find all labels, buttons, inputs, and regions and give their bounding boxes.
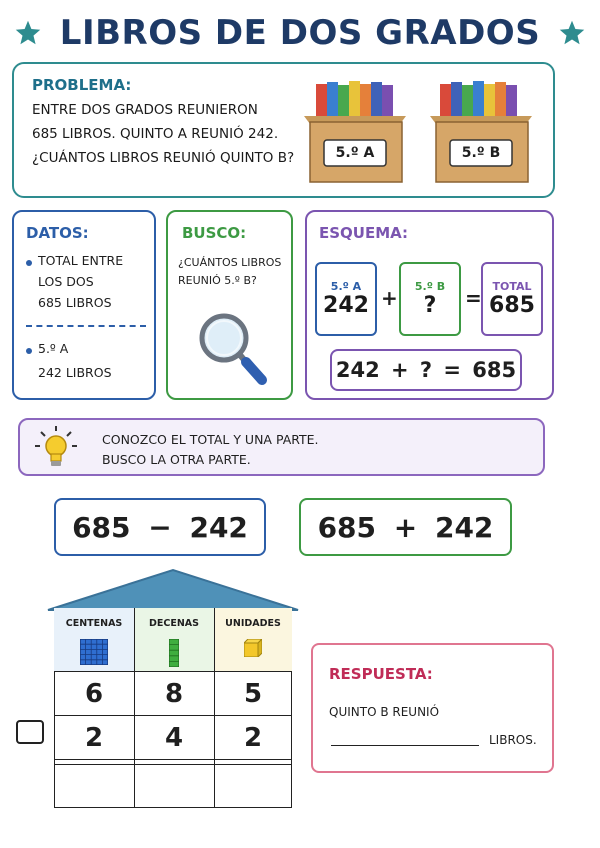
books-box-icon bbox=[422, 76, 540, 188]
datos-line: 685 LIBROS bbox=[38, 295, 112, 310]
scheme-box-head: TOTAL bbox=[492, 280, 532, 293]
tens-rod-icon bbox=[169, 639, 179, 667]
header-label: UNIDADES bbox=[225, 618, 281, 629]
result-cell-centenas[interactable] bbox=[54, 765, 134, 808]
header-label: DECENAS bbox=[149, 618, 199, 629]
problem-line: 685 LIBROS. QUINTO A REUNIÓ 242. bbox=[32, 126, 279, 142]
magnifier-icon bbox=[196, 310, 268, 388]
unit-cube-icon bbox=[244, 639, 262, 657]
answer-label: RESPUESTA: bbox=[329, 665, 433, 683]
problem-card bbox=[12, 62, 555, 198]
problem-line: ENTRE DOS GRADOS REUNIERON bbox=[32, 102, 258, 118]
header-centenas bbox=[54, 608, 134, 671]
scheme-box-b bbox=[399, 262, 461, 336]
house-roof bbox=[44, 566, 302, 612]
title-bar bbox=[0, 8, 600, 58]
header-decenas bbox=[134, 608, 214, 671]
book-box-b bbox=[422, 76, 540, 188]
header-label: CENTENAS bbox=[65, 618, 123, 629]
result-cell-decenas[interactable] bbox=[134, 765, 214, 808]
result-cell-unidades[interactable] bbox=[214, 765, 292, 808]
datos-line: 242 LIBROS bbox=[38, 365, 112, 380]
book-box-a bbox=[296, 76, 414, 188]
star-icon bbox=[14, 19, 42, 47]
datos-line: TOTAL ENTRE bbox=[38, 253, 124, 268]
header-unidades bbox=[214, 608, 292, 671]
cell-centenas: 2 bbox=[84, 722, 104, 753]
busco-card bbox=[166, 210, 293, 400]
cell-centenas: 6 bbox=[84, 678, 104, 709]
bullet-icon bbox=[26, 348, 32, 354]
page-title: LIBROS DE DOS GRADOS bbox=[59, 13, 541, 53]
answer-text: QUINTO B REUNIÓ bbox=[329, 705, 440, 719]
problem-line: ¿CUÁNTOS LIBROS REUNIÓ QUINTO B? bbox=[32, 150, 295, 166]
datos-label: DATOS: bbox=[26, 224, 89, 242]
answer-suffix: LIBROS. bbox=[489, 733, 537, 747]
esquema-label: ESQUEMA: bbox=[319, 224, 409, 242]
answer-card bbox=[311, 643, 554, 773]
busco-label: BUSCO: bbox=[182, 224, 247, 242]
idea-line: BUSCO LA OTRA PARTE. bbox=[102, 452, 251, 467]
scheme-box-value: 685 bbox=[489, 293, 535, 318]
datos-card bbox=[12, 210, 156, 400]
plus-sign: + bbox=[381, 286, 398, 310]
scheme-box-head: 5.º A bbox=[330, 280, 362, 293]
box-b-label: 5.º B bbox=[461, 145, 501, 161]
busco-line: REUNIÓ 5.º B? bbox=[178, 274, 257, 287]
datos-divider bbox=[26, 325, 146, 327]
row-divider bbox=[54, 759, 292, 760]
cell-unidades: 2 bbox=[243, 722, 263, 753]
scheme-box-value: 242 bbox=[323, 293, 369, 318]
place-value-table bbox=[54, 608, 292, 808]
equals-sign: = bbox=[465, 286, 482, 310]
scheme-box-total bbox=[481, 262, 543, 336]
star-icon bbox=[558, 19, 586, 47]
hundreds-block-icon bbox=[80, 639, 108, 665]
operation-sign-box[interactable] bbox=[16, 720, 44, 744]
datos-line: LOS DOS bbox=[38, 274, 94, 289]
idea-line: CONOZCO EL TOTAL Y UNA PARTE. bbox=[102, 432, 319, 447]
cell-decenas: 4 bbox=[164, 722, 184, 753]
scheme-box-a bbox=[315, 262, 377, 336]
books-box-icon bbox=[296, 76, 414, 188]
problem-label: PROBLEMA: bbox=[32, 76, 132, 94]
cell-decenas: 8 bbox=[164, 678, 184, 709]
idea-strip bbox=[18, 418, 545, 476]
bullet-icon bbox=[26, 260, 32, 266]
busco-line: ¿CUÁNTOS LIBROS bbox=[178, 256, 282, 269]
scheme-box-value: ? bbox=[423, 293, 437, 318]
lightbulb-icon bbox=[34, 424, 78, 472]
equation-box: 242 + ? = 685 bbox=[330, 349, 522, 391]
cell-unidades: 5 bbox=[243, 678, 263, 709]
box-a-label: 5.º A bbox=[335, 145, 375, 161]
datos-line: 5.º A bbox=[38, 341, 69, 356]
scheme-box-head: 5.º B bbox=[414, 280, 446, 293]
answer-blank[interactable] bbox=[331, 745, 479, 746]
option-addition[interactable]: 685 + 242 bbox=[299, 498, 512, 556]
option-subtraction[interactable]: 685 − 242 bbox=[54, 498, 266, 556]
